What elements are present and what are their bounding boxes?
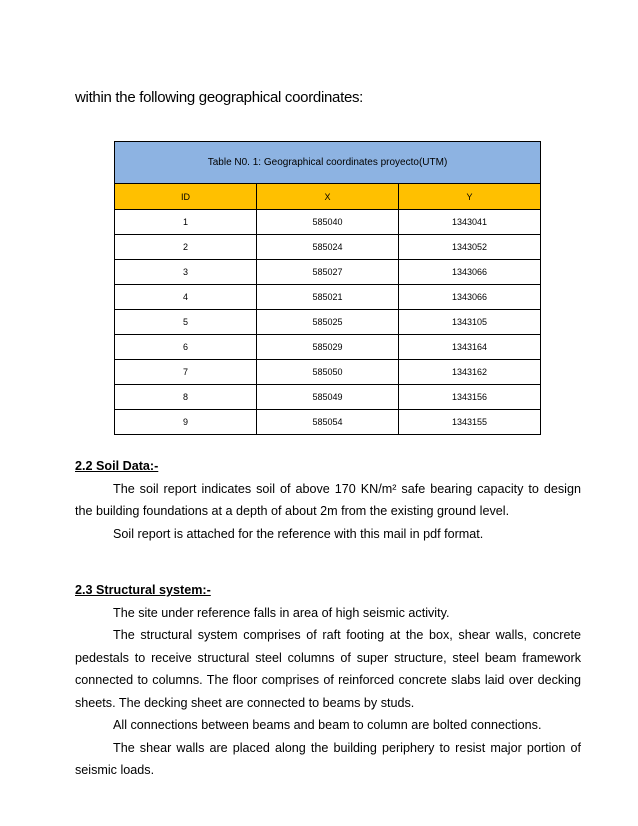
structural-paragraph-system: The structural system comprises of raft footing at the box, shear walls, concrete pedestals to receive structural steel columns of super structure, steel beam framework connected to columns. The floor comprises of reinforced concrete slabs laid over decking sheets. The decking sheet are connected to beams by studs.	[75, 628, 581, 710]
cell-id: 4	[115, 285, 257, 310]
cell-y: 1343052	[399, 235, 541, 260]
structural-paragraph-shear-walls: The shear walls are placed along the building periphery to resist major portion of seismic loads.	[75, 740, 581, 777]
table-row	[115, 385, 541, 410]
cell-x: 585025	[257, 310, 399, 335]
cell-x: 585024	[257, 235, 399, 260]
coordinates-table	[114, 141, 541, 435]
cell-y: 1343156	[399, 385, 541, 410]
cell-x: 585027	[257, 260, 399, 285]
table-row	[115, 260, 541, 285]
structural-system-heading: 2.3 Structural system:-	[75, 583, 211, 597]
cell-id: 3	[115, 260, 257, 285]
cell-y: 1343066	[399, 260, 541, 285]
cell-y: 1343164	[399, 335, 541, 360]
table-caption-row	[115, 142, 541, 184]
cell-x: 585050	[257, 360, 399, 385]
table-caption: Table N0. 1: Geographical coordinates proyecto(UTM)	[115, 142, 541, 184]
column-header-x: X	[257, 184, 399, 210]
column-header-id: ID	[115, 184, 257, 210]
cell-id: 7	[115, 360, 257, 385]
cell-id: 1	[115, 210, 257, 235]
table-row	[115, 310, 541, 335]
cell-x: 585049	[257, 385, 399, 410]
cell-id: 2	[115, 235, 257, 260]
structural-paragraph-seismic-area: The site under reference falls in area of high seismic activity.	[113, 605, 450, 620]
cell-x: 585021	[257, 285, 399, 310]
table-row	[115, 410, 541, 435]
cell-y: 1343041	[399, 210, 541, 235]
cell-x: 585040	[257, 210, 399, 235]
intro-text: within the following geographical coordinates:	[75, 89, 364, 106]
cell-y: 1343162	[399, 360, 541, 385]
column-header-y: Y	[399, 184, 541, 210]
cell-y: 1343105	[399, 310, 541, 335]
table-row	[115, 285, 541, 310]
cell-y: 1343155	[399, 410, 541, 435]
cell-id: 8	[115, 385, 257, 410]
table-row	[115, 360, 541, 385]
cell-id: 5	[115, 310, 257, 335]
table-row	[115, 210, 541, 235]
table-header-row	[115, 184, 541, 210]
cell-x: 585029	[257, 335, 399, 360]
soil-paragraph-bearing: The soil report indicates soil of above 170 KN/m² safe bearing capacity to design the building foundations at a depth of about 2m from the existing ground level.	[75, 481, 581, 518]
soil-data-section	[75, 455, 581, 545]
soil-paragraph-report: Soil report is attached for the reference with this mail in pdf format.	[113, 526, 484, 541]
cell-x: 585054	[257, 410, 399, 435]
table-row	[115, 235, 541, 260]
cell-id: 9	[115, 410, 257, 435]
structural-paragraph-connections: All connections between beams and beam to column are bolted connections.	[113, 718, 542, 732]
table-row	[115, 335, 541, 360]
cell-id: 6	[115, 335, 257, 360]
cell-y: 1343066	[399, 285, 541, 310]
structural-system-section	[75, 579, 581, 782]
soil-data-heading: 2.2 Soil Data:-	[75, 459, 159, 473]
